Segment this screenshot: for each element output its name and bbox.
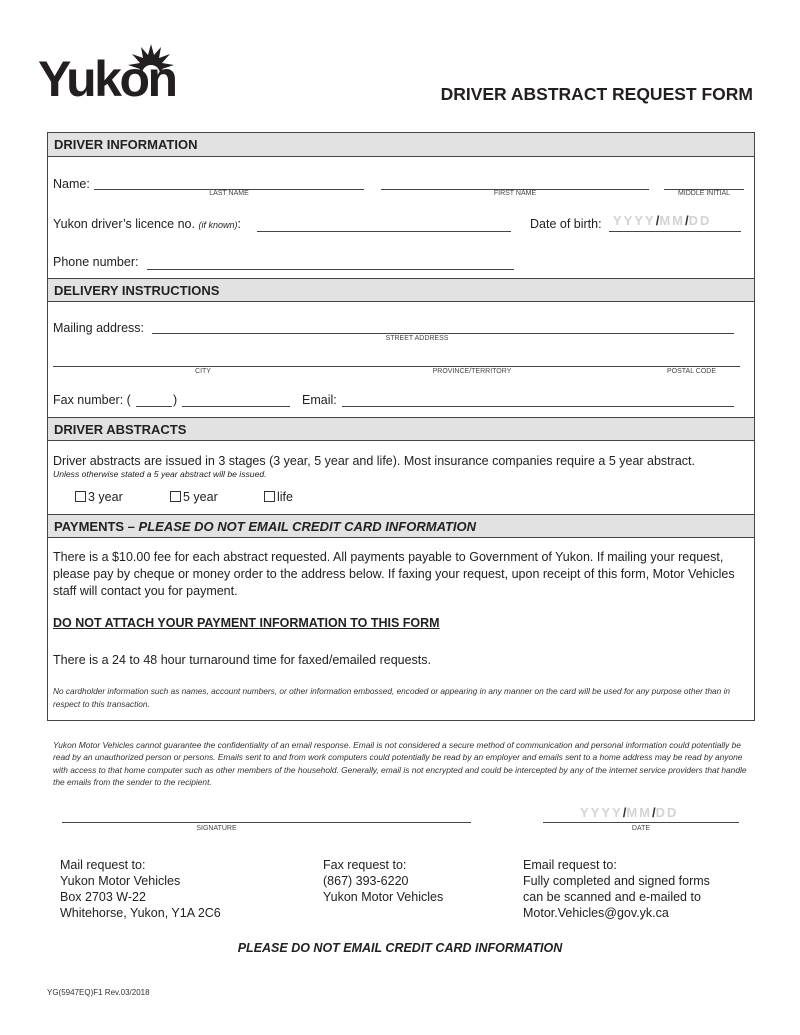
mailing-address-label: Mailing address: <box>53 321 145 335</box>
checkbox-3-year[interactable] <box>75 491 86 502</box>
dob-sep-2: / <box>684 213 689 228</box>
email-line: Fully completed and signed forms <box>523 874 710 888</box>
footer-credit-card-warning: PLEASE DO NOT EMAIL CREDIT CARD INFORMATION <box>237 941 563 955</box>
signature-date-placeholder <box>580 805 678 820</box>
option-3-year[interactable] <box>75 490 123 504</box>
phone-number-field[interactable] <box>147 269 514 270</box>
dob-label: Date of birth: <box>530 217 602 231</box>
postal-code-caption: POSTAL CODE <box>666 368 716 375</box>
licence-hint: (if known) <box>198 220 238 230</box>
mail-line: Whitehorse, Yukon, Y1A 2C6 <box>60 906 221 920</box>
sig-date-yyyy: YYYY <box>580 805 623 820</box>
fax-line: Fax request to: <box>323 858 407 872</box>
province-caption: PROVINCE/TERRITORY <box>432 368 512 375</box>
email-request-block <box>523 857 710 921</box>
fax-request-block <box>323 857 443 905</box>
fax-paren: ) <box>173 393 178 407</box>
fax-line: (867) 393-6220 <box>323 874 409 888</box>
sig-date-mm: MM <box>626 805 652 820</box>
section-header-payments <box>48 514 754 538</box>
dob-field[interactable] <box>609 231 741 232</box>
option-5-year-label: 5 year <box>183 490 218 504</box>
middle-initial-caption: MIDDLE INITIAL <box>677 190 731 197</box>
email-line: can be scanned and e-mailed to <box>523 890 701 904</box>
mail-request-block <box>60 857 221 921</box>
email-confidentiality-note: Yukon Motor Vehicles cannot guarantee the confidentiality of an email response. Email is not considered a secure method of communication and personal information could potentially be read by an unauthorized person or persons. Emails sent to and from work computers could potentially be read by an employer and emails sent to a home address may be read by anyone with access to that home computer such as other members of the household. Generally, email is not encrypted and could be intercepted by any of the internet service providers that handle the emails from the sender to the recipient. <box>53 740 747 787</box>
checkbox-5-year[interactable] <box>170 491 181 502</box>
phone-label: Phone number: <box>53 255 139 269</box>
licence-colon: : <box>237 217 241 231</box>
signature-date-field[interactable] <box>543 822 739 823</box>
dob-sep-1: / <box>655 213 660 228</box>
sig-date-sep-2: / <box>651 805 656 820</box>
sig-date-dd: DD <box>655 805 679 820</box>
signature-caption: SIGNATURE <box>196 825 237 832</box>
fax-line: Yukon Motor Vehicles <box>323 890 444 904</box>
mail-line: Mail request to: <box>60 858 146 872</box>
city-field[interactable] <box>53 366 363 367</box>
form-code: YG(5947EQ)F1 Rev.03/2018 <box>47 988 150 997</box>
option-life[interactable] <box>264 490 293 504</box>
option-3-year-label: 3 year <box>88 490 123 504</box>
section-header-delivery-instructions: DELIVERY INSTRUCTIONS <box>48 278 754 302</box>
payment-warning: DO NOT ATTACH YOUR PAYMENT INFORMATION TO THIS FORM <box>53 616 440 630</box>
logo-wordmark: Yukon <box>38 51 176 107</box>
city-caption: CITY <box>195 368 211 375</box>
mail-line: Box 2703 W-22 <box>60 890 146 904</box>
licence-label <box>53 217 241 231</box>
checkbox-life[interactable] <box>264 491 275 502</box>
licence-number-field[interactable] <box>257 231 511 232</box>
dob-yyyy: YYYY <box>613 213 656 228</box>
dob-dd: DD <box>688 213 712 228</box>
postal-code-field[interactable] <box>643 366 740 367</box>
email-label: Email: <box>302 393 337 407</box>
section-header-driver-abstracts: DRIVER ABSTRACTS <box>48 417 754 441</box>
section-header-driver-information: DRIVER INFORMATION <box>48 133 754 157</box>
date-caption: DATE <box>631 825 651 832</box>
form-title: DRIVER ABSTRACT REQUEST FORM <box>440 84 753 104</box>
name-label: Name: <box>53 177 90 191</box>
licence-label-text: Yukon driver’s licence no. <box>53 217 195 231</box>
turnaround-text: There is a 24 to 48 hour turnaround time for faxed/emailed requests. <box>53 653 431 667</box>
email-line: Email request to: <box>523 858 617 872</box>
fax-label: Fax number: ( <box>53 393 131 407</box>
first-name-caption: FIRST NAME <box>493 190 537 197</box>
email-address-link[interactable]: Motor.Vehicles@gov.yk.ca <box>523 906 669 920</box>
signature-field[interactable] <box>62 822 471 823</box>
mail-line: Yukon Motor Vehicles <box>60 874 181 888</box>
payment-fee-text: There is a $10.00 fee for each abstract requested. All payments payable to Government of Yukon. If mailing your request, please pay by cheque or money order to the address below. If faxing your request, upon receipt of this form, Motor Vehicles staff will contact you for payment. <box>53 550 735 598</box>
cardholder-note: No cardholder information such as names, account numbers, or other information embossed, encoded or appearing in any manner on the card will be used for any purpose other than in respect to this transaction. <box>53 686 731 709</box>
last-name-caption: LAST NAME <box>209 190 249 197</box>
dob-placeholder <box>613 213 711 228</box>
dob-mm: MM <box>659 213 685 228</box>
abstracts-note: Unless otherwise stated a 5 year abstract will be issued. <box>53 469 267 479</box>
email-field[interactable] <box>342 406 734 407</box>
abstracts-description: Driver abstracts are issued in 3 stages (3 year, 5 year and life). Most insurance companies require a 5 year abstract. <box>53 454 695 468</box>
fax-number-field[interactable] <box>182 406 290 407</box>
yukon-logo <box>38 44 188 106</box>
form-frame <box>47 132 755 721</box>
option-5-year[interactable] <box>170 490 218 504</box>
fax-area-code-field[interactable] <box>136 406 172 407</box>
payments-heading-main: PAYMENTS – <box>54 519 139 534</box>
option-life-label: life <box>277 490 293 504</box>
street-address-caption: STREET ADDRESS <box>385 335 449 342</box>
sig-date-sep-1: / <box>622 805 627 820</box>
payments-heading-italic: PLEASE DO NOT EMAIL CREDIT CARD INFORMATION <box>138 519 477 534</box>
street-address-field[interactable] <box>152 333 734 334</box>
province-field[interactable] <box>363 366 643 367</box>
